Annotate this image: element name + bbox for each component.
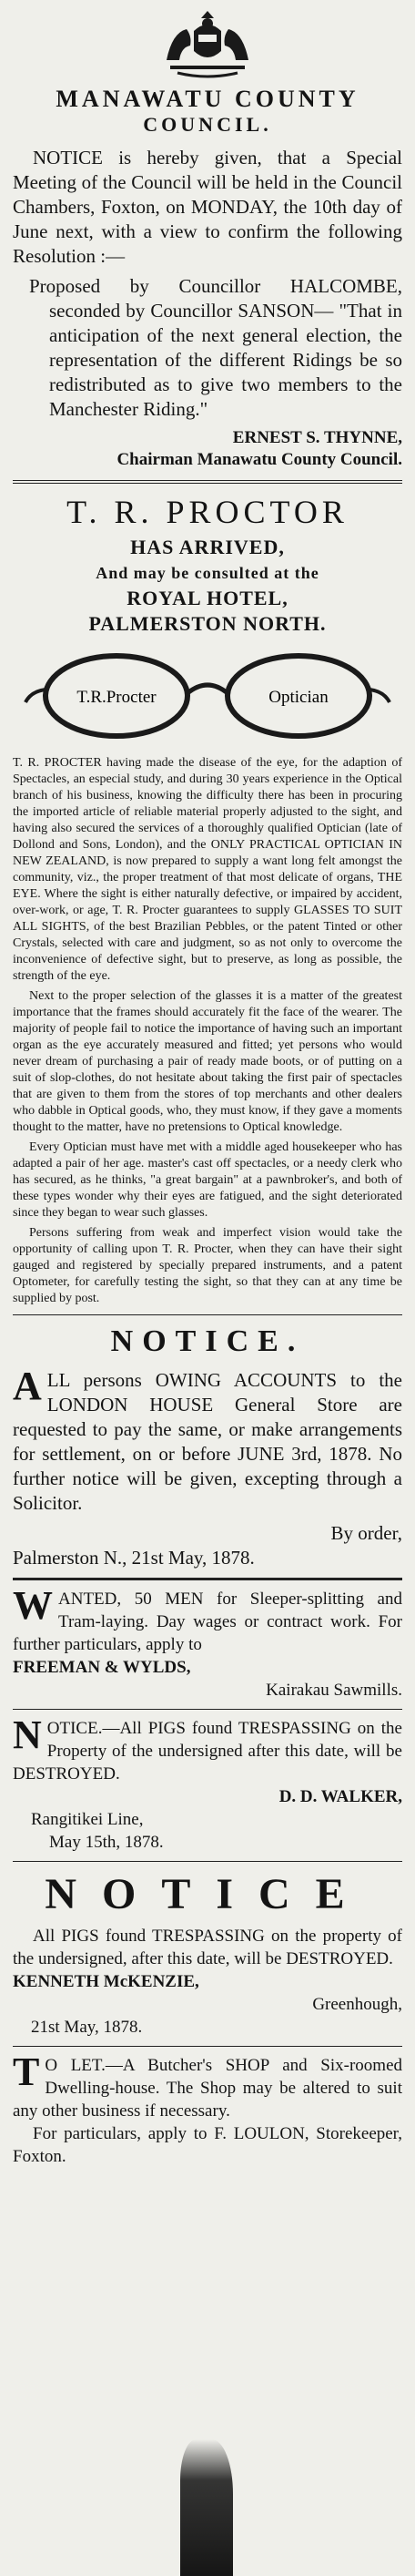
tolet-apply: For particulars, apply to F. LOULON, Storekeeper, Foxton. <box>13 2124 402 2166</box>
proctor-advert <box>13 493 402 1307</box>
tolet-body <box>13 2050 402 2122</box>
wanted-notice <box>13 1583 402 1702</box>
proctor-town: PALMERSTON NORTH. <box>88 612 327 635</box>
council-title-line1: MANAWATU COUNTY <box>56 86 359 112</box>
council-resolution: Proposed by Councillor HALCOMBE, seconded by Councillor SANSON— "That in anticipation of the next general election, the representation of the different Ridings be so redistributed as to give two members to the Manchester Riding." <box>29 275 402 420</box>
proctor-paragraph-3: Every Optician must have met with a middle aged housekeeper who has adapted a pair of her age. master's cast off spectacles, or a needy clerk who has secured, as he thinks, "a great bargain" at a pawnbroker's, and both of these types wonder why their eyes are fatigued, and the sight deteriorated since they began to wear such glasses. <box>13 1140 402 1220</box>
proctor-paragraph-1: T. R. PROCTER having made the disease of the eye, for the adaption of Spectacles, an especial study, and during 30 years experience in the Optical branch of his business, knowing the difficulty there has been in procuring the imported article of reliable material properly adjusted to the sight, and having also secured the services of a thoroughly qualified Optician (late of Dollond and Sons, London), and the ONLY PRACTICAL OPTICIAN IN NEW ZEALAND, is now prepared to supply a want long felt amongst the community, viz., the proper treatment of that most delicate of organs, THE EYE. Where the sight is either naturally defective, or impaired by accident, over-work, or age, T. R. Procter guarantees to supply GLASSES TO SUIT ALL SIGHTS, of the best Brazilian Pebbles, or the patent Tinted or other Crystals, selected with care and judgment, so as not only to overcome the inconvenience of defective sight, but to preserve, as long as possible, the strength of the eye. <box>13 756 402 983</box>
wanted-firm: FREEMAN & WYLDS, <box>13 1658 191 1677</box>
divider <box>13 480 402 484</box>
wanted-body <box>13 1583 402 1656</box>
pigs-notice-mckenzie <box>13 1869 402 2039</box>
notice1-heading: NOTICE. <box>110 1324 305 1358</box>
lens-left-label: T.R.Procter <box>76 688 157 707</box>
notice2-body: All PIGS found TRESPASSING on the property of the undersigned, after this date, will be DESTROYED. <box>13 1927 402 1968</box>
proctor-paragraph-4: Persons suffering from weak and imperfect vision would take the opportunity of calling upon T. R. Procter, when they can have their sight gauged and registered by specially prepared instruments, and a patent Optometer, for carefully testing the sight, so that they can at any time be supplied by post. <box>13 1226 402 1305</box>
lens-right-label: Optician <box>268 688 329 707</box>
royal-coat-of-arms-icon <box>157 5 258 78</box>
council-paragraph: NOTICE is hereby given, that a Special Meeting of the Council will be held in the Council Chambers, Foxton, on MONDAY, the 10th day of June next, with a view to confirm the following Resolution :— <box>13 147 402 267</box>
divider <box>13 1861 402 1862</box>
pigs1-date: May 15th, 1878. <box>49 1833 164 1852</box>
council-signature-name: ERNEST S. THYNNE, <box>232 428 402 447</box>
divider <box>13 1709 402 1710</box>
pigs1-dropcap: N <box>13 1712 42 1757</box>
ink-stain <box>180 2439 233 2576</box>
notice1-body <box>13 1364 402 1516</box>
wanted-place: Kairakau Sawmills. <box>266 1681 402 1700</box>
london-house-notice <box>13 1324 402 1570</box>
pigs1-text: OTICE.—All PIGS found TRESPASSING on the Property of the undersigned after this date, will be DESTROYED. <box>13 1719 402 1784</box>
crest <box>13 0 402 82</box>
notice1-text: LL persons OWING ACCOUNTS to the LONDON HOUSE General Store are requested to pay the same, or make arrangements for settlement, on or before JUNE 3rd, 1878. No further notice will be given, excepting through a Solicitor. <box>13 1369 402 1514</box>
council-signature-title: Chairman Manawatu County Council. <box>116 450 402 469</box>
notice2-date: 21st May, 1878. <box>31 2018 143 2037</box>
pigs1-body <box>13 1712 402 1785</box>
proctor-paragraph-2: Next to the proper selection of the glasses it is a matter of the greatest importance that the frames should accurately fit the face of the wearer. The majority of people fail to notice the importance of having such an important organ as the eye accurately measured and fitted; yet persons who would never dream of purchasing a pair of ready made boots, or of putting on a suit of slop-clothes, do not hesitate about taking the first pair of spectacles that are given to them from the stores of top merchants and other dealers who dabble in Optical goods, who, they must know, if they gave a moments thought to the matter, have no pretensions to Optical knowledge. <box>13 989 402 1134</box>
proctor-body <box>13 755 402 1307</box>
pigs1-place: Rangitikei Line, <box>31 1810 144 1829</box>
tolet-dropcap: T <box>13 2050 40 2094</box>
proctor-hotel: ROYAL HOTEL, <box>127 587 288 609</box>
divider <box>13 2046 402 2047</box>
pigs-notice-walker <box>13 1712 402 1854</box>
proctor-name: T. R. PROCTOR <box>66 494 349 530</box>
notice1-by-order: By order, <box>330 1522 402 1544</box>
proctor-consulted: And may be consulted at the <box>96 564 319 582</box>
council-notice <box>13 86 402 471</box>
council-title-line2: COUNCIL. <box>143 113 272 136</box>
proctor-arrived: HAS ARRIVED, <box>130 536 285 558</box>
to-let-notice <box>13 2050 402 2168</box>
pigs1-name: D. D. WALKER, <box>278 1787 402 1806</box>
tolet-text: O LET.—A Butcher's SHOP and Six-roomed Dwelling-house. The Shop may be altered to suit any other business if necessary. <box>13 2056 402 2121</box>
divider <box>13 1314 402 1315</box>
newspaper-column <box>13 0 402 2168</box>
notice2-heading: NOTICE <box>45 1870 370 1918</box>
wanted-dropcap: W <box>13 1583 53 1628</box>
spectacles-icon <box>21 646 394 746</box>
notice1-dropcap: A <box>13 1364 42 1408</box>
notice2-name: KENNETH McKENZIE, <box>13 1972 199 1991</box>
divider <box>13 1578 402 1580</box>
wanted-text: ANTED, 50 MEN for Sleeper-splitting and Tram-laying. Day wages or contract work. For further particulars, apply to <box>13 1590 402 1654</box>
notice1-date: Palmerston N., 21st May, 1878. <box>13 1547 255 1569</box>
notice2-place: Greenhough, <box>312 1995 402 2014</box>
